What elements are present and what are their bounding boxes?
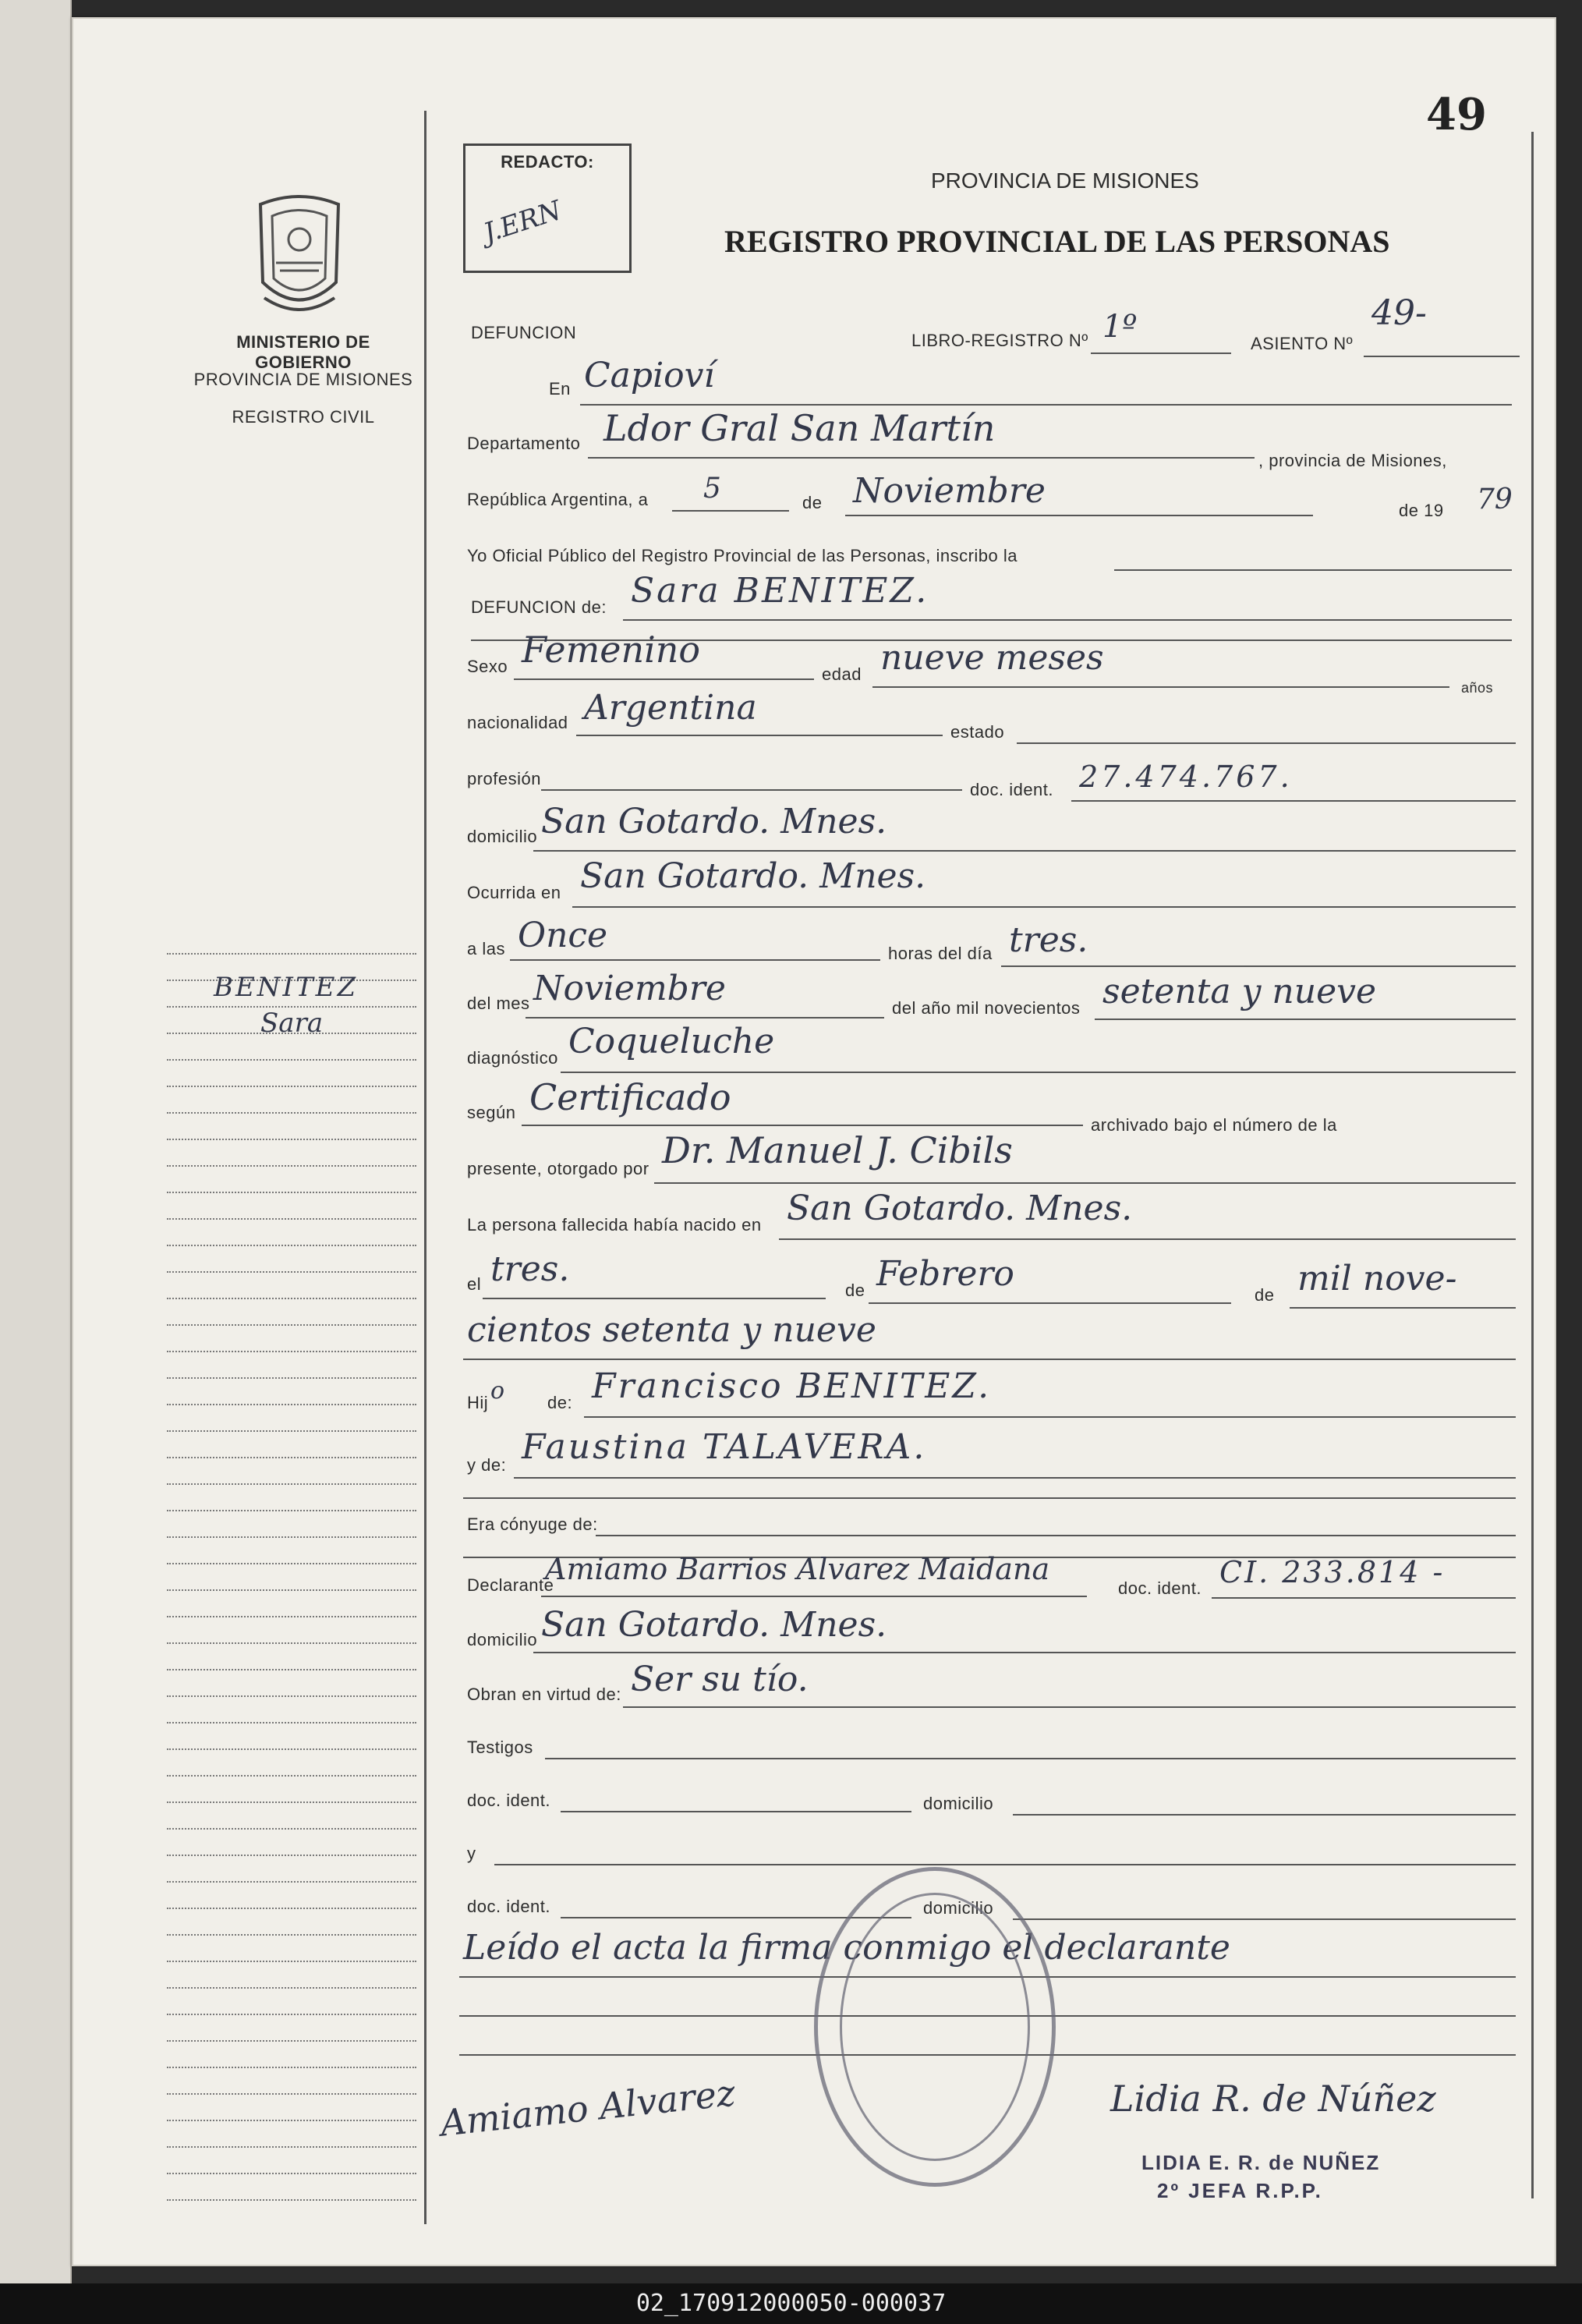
coat-of-arms-icon — [249, 189, 350, 325]
registry-seal — [814, 1867, 1056, 2187]
testigo2-domicilio-label: domicilio — [923, 1898, 994, 1918]
provincia-misiones-label: , provincia de Misiones, — [1258, 451, 1447, 470]
domicilio-label: domicilio — [467, 827, 538, 846]
del-mes-label: del mes — [467, 994, 530, 1013]
anio-value: 79 — [1477, 484, 1513, 515]
declarante-doc-value: CI. 233.814 - — [1219, 1555, 1446, 1589]
mes-texto-value: Noviembre — [533, 969, 726, 1008]
diagnostico-label: diagnóstico — [467, 1048, 558, 1068]
hij-label: Hij — [467, 1393, 489, 1412]
sexo-label: Sexo — [467, 657, 508, 676]
y-label: y — [467, 1844, 476, 1863]
presente-label: presente, otorgado por — [467, 1159, 649, 1178]
nacionalidad-label: nacionalidad — [467, 713, 568, 732]
y-de-label: y de: — [467, 1455, 507, 1475]
horas-del-dia-label: horas del día — [888, 944, 993, 963]
de-label-1: de — [802, 493, 823, 512]
del-ano-label: del año mil novecientos — [892, 998, 1081, 1018]
edad-value: nueve meses — [880, 638, 1104, 678]
death-certificate-page — [72, 17, 1556, 2266]
declarante-doc-label: doc. ident. — [1118, 1578, 1202, 1598]
nacido-en-value: San Gotardo. Mnes. — [787, 1189, 1133, 1228]
yo-oficial-label: Yo Oficial Público del Registro Provincial de las Personas, inscribo la — [467, 546, 1018, 565]
segun-value: Certificado — [529, 1076, 731, 1118]
book-left-edge — [0, 0, 72, 2324]
page-number: 49 — [1426, 89, 1487, 140]
libro-label: LIBRO-REGISTRO Nº — [911, 331, 1088, 350]
de-19-label: de 19 — [1399, 501, 1444, 520]
el-label: el — [467, 1274, 482, 1294]
registry-label: REGISTRO CIVIL — [232, 407, 375, 427]
segun-label: según — [467, 1103, 516, 1122]
hijo-suffix-value: o — [490, 1377, 505, 1405]
nac-mes-value: Febrero — [876, 1254, 1014, 1294]
asiento-value: 49- — [1371, 293, 1427, 333]
conyuge-label: Era cónyuge de: — [467, 1514, 598, 1534]
anio-texto-value: setenta y nueve — [1102, 972, 1377, 1011]
libro-value: 1º — [1102, 309, 1138, 345]
scan-id-footer: 02_170912000050-000037 — [0, 2283, 1582, 2324]
departamento-value: Ldor Gral San Martín — [603, 407, 996, 449]
hij-de-label: de: — [547, 1393, 573, 1412]
ocurrida-en-label: Ocurrida en — [467, 883, 561, 902]
header-province: PROVINCIA DE MISIONES — [931, 168, 1199, 193]
declarante-value: Amiamo Barrios Alvarez Maidana — [545, 1552, 1050, 1586]
form-right-border — [1531, 132, 1534, 2198]
nac-dia-value: tres. — [490, 1249, 570, 1289]
a-las-value: Once — [518, 916, 608, 955]
de-label-2: de — [845, 1281, 865, 1300]
testigos-label: Testigos — [467, 1738, 533, 1757]
mes-value: Noviembre — [853, 471, 1046, 511]
republica-label: República Argentina, a — [467, 490, 649, 509]
ministry-label: MINISTERIO DE GOBIERNO — [236, 332, 370, 372]
firma-declarante: Amiamo Alvarez — [438, 2071, 738, 2145]
sexo-value: Femenino — [522, 629, 701, 671]
registry-title: REGISTRO PROVINCIAL DE LAS PERSONAS — [724, 224, 1390, 259]
estado-label: estado — [950, 722, 1005, 742]
stamp-name: LIDIA E. R. de NUÑEZ — [1141, 2151, 1381, 2174]
defuncion-label: DEFUNCION — [471, 323, 577, 342]
cierre-value: Leído el acta la firma conmigo el declarante — [463, 1928, 1230, 1968]
redacto-value: J.ERN — [480, 194, 565, 250]
en-label: En — [549, 379, 571, 399]
otorgado-por-value: Dr. Manuel J. Cibils — [662, 1129, 1013, 1171]
testigo1-doc-label: doc. ident. — [467, 1791, 551, 1810]
padre-value: Francisco BENITEZ. — [592, 1366, 992, 1406]
stamp-role: 2º JEFA R.P.P. — [1157, 2179, 1323, 2202]
redacto-box — [463, 143, 632, 273]
anos-label: años — [1461, 680, 1494, 696]
nacionalidad-value: Argentina — [584, 688, 757, 728]
margin-surname: BENITEZ — [214, 972, 359, 1003]
testigo2-doc-label: doc. ident. — [467, 1897, 551, 1916]
en-value: Capioví — [584, 356, 715, 395]
domicilio-value: San Gotardo. Mnes. — [541, 802, 887, 841]
form-left-border — [424, 111, 426, 2224]
obran-label: Obran en virtud de: — [467, 1685, 621, 1704]
ocurrida-en-value: San Gotardo. Mnes. — [580, 856, 926, 896]
nacido-en-label: La persona fallecida había nacido en — [467, 1215, 762, 1235]
departamento-label: Departamento — [467, 434, 581, 453]
dia-texto-value: tres. — [1009, 920, 1088, 960]
asiento-label: ASIENTO Nº — [1251, 334, 1354, 353]
fallecido-value: Sara BENITEZ. — [631, 571, 929, 611]
declarante-label: Declarante — [467, 1575, 554, 1595]
province-label: PROVINCIA DE MISIONES — [193, 370, 413, 389]
margin-name: Sara — [260, 1008, 324, 1039]
nac-anio-1-value: mil nove- — [1297, 1259, 1457, 1298]
archivado-label: archivado bajo el número de la — [1091, 1115, 1337, 1135]
a-las-label: a las — [467, 939, 505, 958]
firma-oficial: Lidia R. de Núñez — [1110, 2078, 1436, 2120]
doc-ident-label: doc. ident. — [970, 780, 1054, 799]
profesion-label: profesión — [467, 769, 542, 788]
diagnostico-value: Coqueluche — [568, 1022, 775, 1061]
nac-anio-2-value: cientos setenta y nueve — [467, 1310, 876, 1350]
redacto-label: REDACTO: — [501, 152, 594, 172]
madre-value: Faustina TALAVERA. — [522, 1427, 927, 1467]
de-label-3: de — [1255, 1285, 1275, 1305]
dia-value: 5 — [703, 473, 721, 505]
declarante-domicilio-label: domicilio — [467, 1630, 538, 1649]
doc-ident-value: 27.474.767. — [1079, 760, 1293, 794]
declarante-domicilio-value: San Gotardo. Mnes. — [541, 1605, 887, 1645]
edad-label: edad — [822, 664, 862, 684]
defuncion-de-label: DEFUNCION de: — [471, 597, 607, 617]
testigo1-domicilio-label: domicilio — [923, 1794, 994, 1813]
obran-value: Ser su tío. — [631, 1660, 809, 1699]
